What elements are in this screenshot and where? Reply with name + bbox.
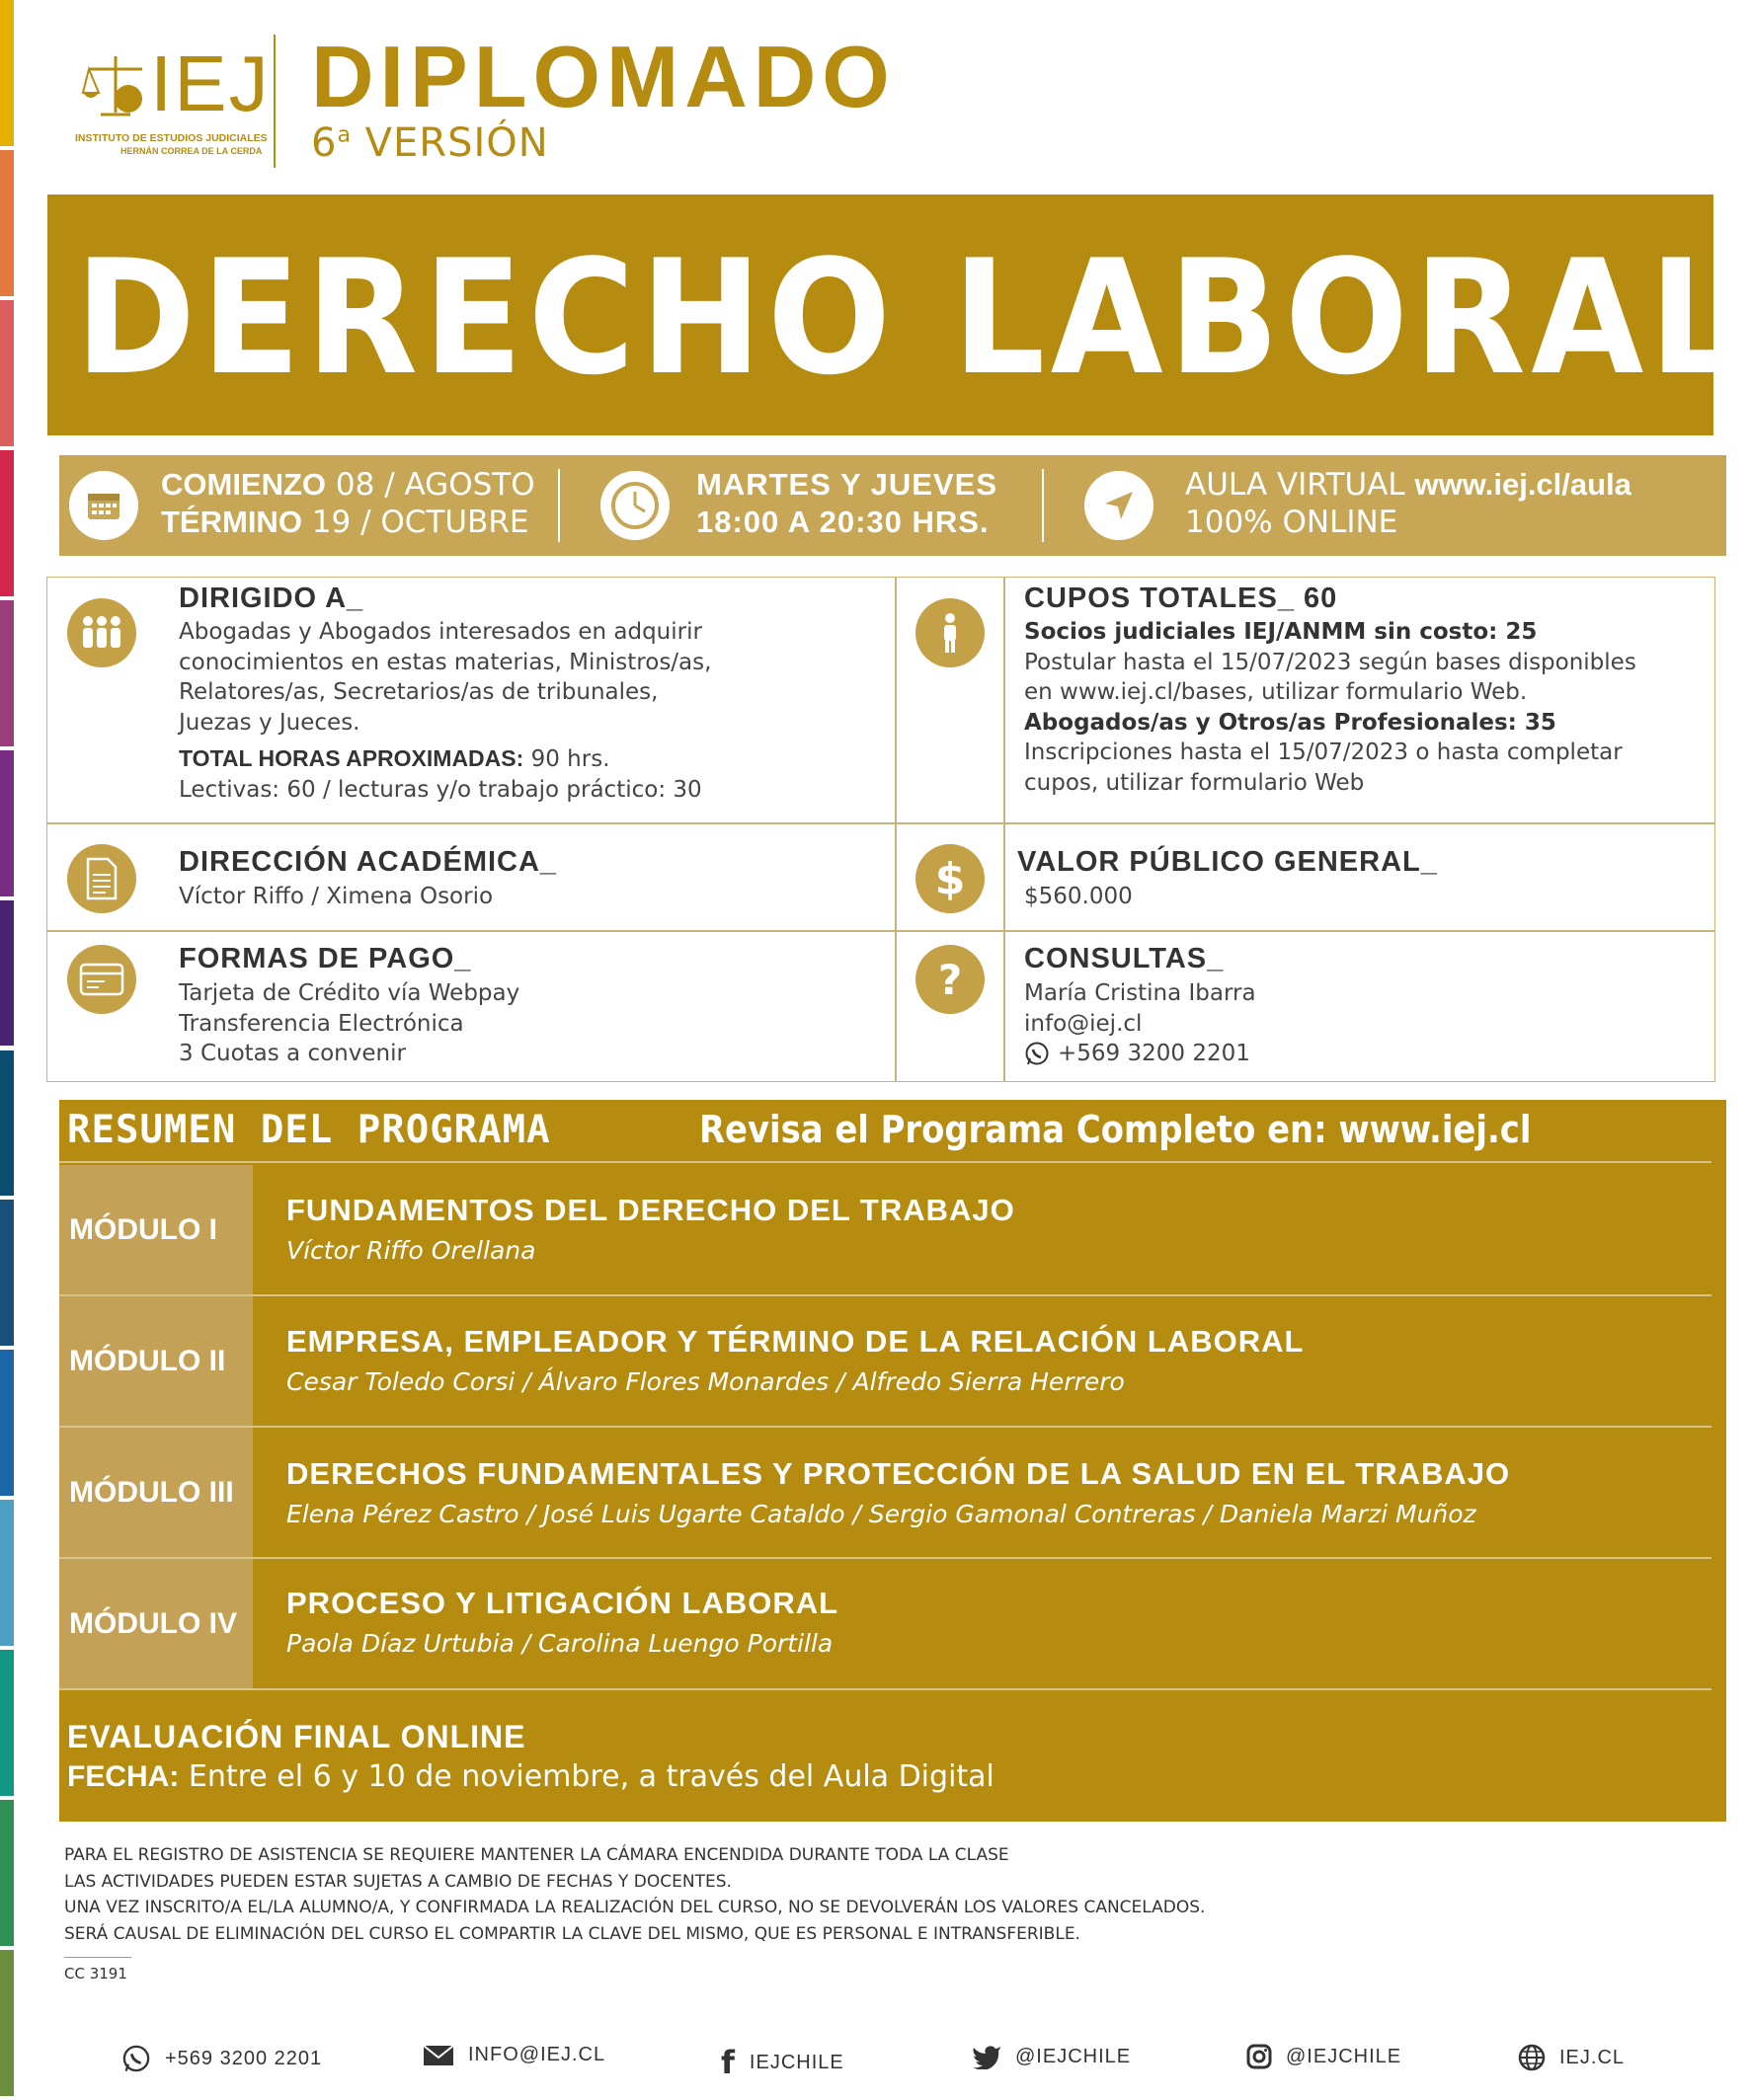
banner-title: DERECHO LABORAL [75, 225, 1748, 410]
version-number: 6 [311, 120, 338, 166]
color-stripe [0, 900, 14, 1047]
color-stripe [0, 1050, 14, 1197]
logo-caption-2: HERNÁN CORREA DE LA CERDA [120, 146, 263, 156]
dirigido-line: Juezas y Jueces. [179, 709, 360, 736]
color-stripe [0, 1200, 14, 1346]
evaluation-title: EVALUACIÓN FINAL ONLINE [67, 1719, 526, 1754]
people-icon [67, 598, 136, 667]
module-title: DERECHOS FUNDAMENTALES Y PROTECCIÓN DE LA SALUD EN EL TRABAJO [286, 1456, 1511, 1491]
abogados-label: Abogados/as y Otros/as Profesionales: 35 [1024, 709, 1556, 736]
color-stripe [0, 750, 14, 896]
version-label: VERSIÓN [364, 120, 549, 166]
valor-text: $560.000 [1024, 884, 1133, 909]
end-date [161, 505, 528, 540]
socios-line: en www.iej.cl/bases, utilizar formulario Web. [1024, 679, 1528, 705]
color-stripe [0, 1950, 14, 2096]
module-teachers: Víctor Riffo Orellana [286, 1236, 536, 1265]
module-label: MÓDULO IV [59, 1559, 253, 1689]
dirigido-line: Relatores/as, Secretarios/as de tribunales, [179, 679, 659, 705]
divider [64, 1957, 131, 1958]
info-bar [59, 455, 1726, 556]
logo-caption-1: INSTITUTO DE ESTUDIOS JUDICIALES [75, 132, 268, 144]
disclaimer-line: SERÁ CAUSAL DE ELIMINACIÓN DEL CURSO EL COMPARTIR LA CLAVE DEL MISMO, QUE ES PERSONAL E INTRANSFERIBLE. [64, 1923, 1080, 1944]
socios-line: Postular hasta el 15/07/2023 según bases disponibles [1024, 649, 1636, 675]
module-title: PROCESO Y LITIGACIÓN LABORAL [286, 1586, 839, 1620]
end-value: 19 / OCTUBRE [311, 505, 529, 540]
color-stripe [0, 150, 14, 296]
grid-line-h [46, 930, 1715, 932]
footer-email[interactable] [423, 2044, 605, 2066]
pago-line: 3 Cuotas a convenir [179, 1041, 406, 1066]
color-stripe [0, 1800, 14, 1946]
aula-virtual [1185, 467, 1631, 503]
footer-web[interactable] [1518, 2044, 1625, 2071]
consultas-name: María Cristina Ibarra [1024, 980, 1256, 1006]
color-stripe [0, 1650, 14, 1796]
direccion-text: Víctor Riffo / Ximena Osorio [179, 884, 494, 909]
whatsapp-icon [121, 2044, 151, 2073]
disclaimer-line: LAS ACTIVIDADES PUEDEN ESTAR SUJETAS A CAMBIO DE FECHAS Y DOCENTES. [64, 1871, 732, 1892]
document-icon [67, 844, 136, 913]
hours-value: 90 hrs. [530, 746, 610, 772]
divider [59, 1161, 1711, 1163]
divider [558, 469, 560, 542]
pago-text [179, 978, 519, 1069]
color-stripe [0, 600, 14, 746]
color-stripe [0, 450, 14, 596]
grid-line-v [895, 577, 897, 1082]
clock-icon [600, 471, 670, 540]
question-icon: ? [915, 945, 985, 1014]
start-date [161, 467, 535, 503]
logo-text: IEJ [150, 39, 271, 127]
disclaimers [64, 1842, 1205, 1947]
color-stripe [0, 300, 14, 446]
divider [59, 1426, 1711, 1428]
globe-icon [1518, 2044, 1546, 2071]
hours-line [179, 743, 711, 775]
module-title: FUNDAMENTOS DEL DERECHO DEL TRABAJO [286, 1193, 1015, 1227]
footer-email-text: INFO@IEJ.CL [468, 2044, 606, 2065]
credit-card-icon [67, 945, 136, 1014]
footer-facebook[interactable] [721, 2044, 844, 2081]
disclaimer-line: PARA EL REGISTRO DE ASISTENCIA SE REQUIERE MANTENER LA CÁMARA ENCENDIDA DURANTE TODA LA CLASE [64, 1845, 1009, 1865]
abogados-line: cupos, utilizar formulario Web [1024, 769, 1365, 796]
grid-line-v [1003, 577, 1005, 1082]
color-stripe [0, 0, 14, 146]
mail-icon [423, 2045, 454, 2066]
footer-web-text: IEJ.CL [1559, 2046, 1626, 2068]
color-stripe [0, 1500, 14, 1646]
evaluation-date [67, 1759, 994, 1794]
class-days: MARTES Y JUEVES [696, 467, 998, 502]
dirigido-title: DIRIGIDO A_ [179, 583, 364, 614]
hours-detail: Lectivas: 60 / lecturas y/o trabajo práctico: 30 [179, 776, 702, 803]
instagram-icon [1246, 2044, 1272, 2069]
module-teachers: Elena Pérez Castro / José Luis Ugarte Cataldo / Sergio Gamonal Contreras / Daniela Marzi Muñoz [286, 1500, 1476, 1528]
navigation-arrow-icon [1084, 471, 1153, 540]
cupos-title: CUPOS TOTALES_ 60 [1024, 583, 1338, 614]
abogados-line: Inscripciones hasta el 15/07/2023 o hasta completar [1024, 739, 1623, 765]
divider [1042, 469, 1044, 542]
divider [59, 1688, 1711, 1690]
title-banner [47, 194, 1748, 435]
footer-twitter[interactable] [972, 2044, 1131, 2069]
dirigido-text [179, 617, 711, 805]
module-label: MÓDULO III [59, 1428, 253, 1558]
footer-phone[interactable] [121, 2044, 322, 2073]
end-label: TÉRMINO [161, 505, 302, 539]
color-stripe [0, 1350, 14, 1496]
code: CC 3191 [64, 1965, 127, 1983]
logo [69, 39, 271, 163]
module-teachers: Paola Díaz Urtubia / Carolina Luengo Portilla [286, 1629, 834, 1658]
modality: 100% ONLINE [1185, 505, 1398, 540]
pago-line: Transferencia Electrónica [179, 1010, 464, 1037]
divider [59, 1557, 1711, 1559]
whatsapp-icon [1024, 1041, 1050, 1066]
calendar-icon [69, 471, 138, 540]
dirigido-line: conocimientos en estas materias, Ministros/as, [179, 649, 712, 675]
footer-instagram[interactable] [1246, 2044, 1401, 2069]
version [311, 120, 549, 166]
aula-link[interactable]: www.iej.cl/aula [1414, 467, 1631, 502]
start-label: COMIENZO [161, 467, 327, 502]
consultas-email[interactable]: info@iej.cl [1024, 1010, 1143, 1037]
class-hours: 18:00 A 20:30 HRS. [696, 505, 990, 539]
module-teachers: Cesar Toledo Corsi / Álvaro Flores Monardes / Alfredo Sierra Herrero [286, 1367, 1125, 1396]
valor-title: VALOR PÚBLICO GENERAL_ [1017, 846, 1438, 878]
scales-icon [81, 51, 150, 120]
evaluation-date-value: Entre el 6 y 10 de noviembre, a través del Aula Digital [188, 1759, 994, 1794]
person-icon [915, 598, 985, 667]
start-value: 08 / AGOSTO [335, 467, 535, 503]
page-title: DIPLOMADO [311, 28, 896, 125]
footer-phone-text: +569 3200 2201 [165, 2047, 323, 2069]
dollar-icon: $ [915, 844, 985, 913]
consultas-phone[interactable]: +569 3200 2201 [1058, 1041, 1250, 1066]
module-title: EMPRESA, EMPLEADOR Y TÉRMINO DE LA RELACIÓN LABORAL [286, 1324, 1305, 1359]
program-heading: RESUMEN DEL PROGRAMA [67, 1108, 551, 1152]
program-link[interactable]: Revisa el Programa Completo en: www.iej.cl [699, 1108, 1532, 1151]
footer-twitter-text: @IEJCHILE [1015, 2045, 1132, 2067]
grid-line-h [46, 822, 1715, 824]
version-sup: a [337, 122, 352, 148]
divider [59, 1294, 1711, 1296]
consultas-text [1024, 978, 1256, 1069]
consultas-title: CONSULTAS_ [1024, 943, 1225, 974]
consultas-phone-row [1024, 1039, 1256, 1069]
socios-label: Socios judiciales IEJ/ANMM sin costo: 25 [1024, 619, 1538, 645]
module-label: MÓDULO II [59, 1296, 253, 1427]
module-label: MÓDULO I [59, 1165, 253, 1295]
cupos-text [1024, 617, 1636, 798]
dirigido-line: Abogadas y Abogados interesados en adquirir [179, 619, 702, 645]
evaluation-date-label: FECHA: [67, 1760, 180, 1793]
footer-facebook-text: IEJCHILE [749, 2051, 844, 2073]
aula-label: AULA VIRTUAL [1185, 467, 1405, 503]
hours-label: TOTAL HORAS APROXIMADAS: [179, 745, 524, 771]
facebook-icon: f [721, 2044, 736, 2081]
twitter-icon [972, 2044, 1001, 2069]
pago-title: FORMAS DE PAGO_ [179, 943, 472, 974]
disclaimer-line: UNA VEZ INSCRITO/A EL/LA ALUMNO/A, Y CONFIRMADA LA REALIZACIÓN DEL CURSO, NO SE DEVOLVERÁN LOS VALORES CANCELADOS. [64, 1898, 1206, 1917]
footer-instagram-text: @IEJCHILE [1286, 2045, 1402, 2067]
pago-line: Tarjeta de Crédito vía Webpay [179, 980, 520, 1006]
header-divider [274, 35, 276, 168]
direccion-title: DIRECCIÓN ACADÉMICA_ [179, 846, 558, 878]
